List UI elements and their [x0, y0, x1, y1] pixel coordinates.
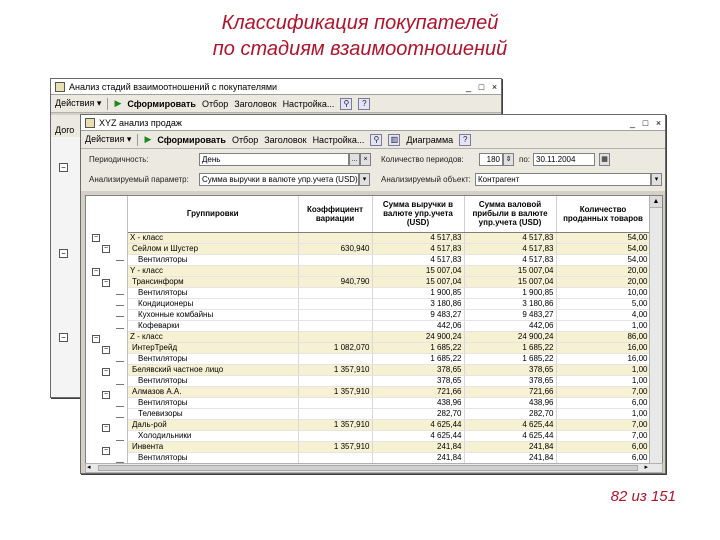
row-coefficient-cell [298, 287, 372, 298]
row-quantity-cell: 7,00 [556, 430, 650, 441]
object-field[interactable]: Контрагент [475, 173, 651, 186]
table-row[interactable] [128, 287, 650, 298]
slide-title [0, 10, 720, 62]
row-revenue-cell: 241,84 [372, 441, 464, 452]
row-quantity-cell: 16,00 [556, 342, 650, 353]
row-grouping-cell: Вентиляторы [128, 397, 298, 408]
table-row[interactable] [128, 265, 650, 276]
row-profit-cell: 241,84 [464, 452, 556, 463]
table-row[interactable] [128, 254, 650, 265]
param-dropdown-icon[interactable]: ▾ [359, 173, 370, 186]
object-dropdown-icon[interactable]: ▾ [651, 173, 662, 186]
row-grouping-cell: Y - класс [128, 265, 298, 276]
page-number: 82 из 151 [610, 488, 676, 505]
row-quantity-cell: 10,00 [556, 287, 650, 298]
tree-connector [116, 328, 124, 329]
row-grouping-cell: X - класс [128, 232, 298, 243]
grid-tree-column [86, 196, 128, 464]
tree-connector [116, 260, 124, 261]
filter-icon[interactable]: ⚲ [370, 134, 382, 146]
col-header-grouping[interactable]: Группировки [128, 196, 298, 232]
back-header-button[interactable]: Заголовок [234, 98, 277, 109]
param-field[interactable]: Сумма выручки в валюте упр.учета (USD) [199, 173, 359, 186]
row-revenue-cell: 438,96 [372, 397, 464, 408]
row-coefficient-cell [298, 375, 372, 386]
scroll-right-icon[interactable]: ▸ [644, 464, 648, 471]
row-coefficient-cell: 1 357,910 [298, 441, 372, 452]
row-profit-cell: 1 900,85 [464, 287, 556, 298]
row-grouping-cell: Z - класс [128, 331, 298, 342]
table-row[interactable] [128, 320, 650, 331]
row-quantity-cell: 20,00 [556, 265, 650, 276]
table-row[interactable] [128, 309, 650, 320]
close-icon[interactable]: × [491, 81, 498, 92]
tree-collapse-icon[interactable]: − [93, 234, 99, 241]
row-quantity-cell: 6,00 [556, 397, 650, 408]
row-coefficient-cell: 1 082,070 [298, 342, 372, 353]
col-header-quantity[interactable]: Количество проданных товаров [556, 196, 650, 232]
row-profit-cell: 442,06 [464, 320, 556, 331]
period-select-button[interactable]: … [349, 153, 360, 166]
date-field[interactable]: 30.11.2004 [533, 153, 595, 166]
tree-connector [116, 440, 124, 441]
row-coefficient-cell [298, 254, 372, 265]
back-toolbar [51, 95, 501, 113]
calendar-icon[interactable]: ▦ [599, 153, 610, 166]
tree-collapse-icon[interactable]: − [103, 368, 109, 376]
row-revenue-cell: 241,84 [372, 452, 464, 463]
row-revenue-cell: 1 685,22 [372, 353, 464, 364]
row-revenue-cell: 9 483,27 [372, 309, 464, 320]
to-label: по: [519, 155, 531, 164]
row-grouping-cell: Алмазов А.А. [128, 386, 298, 397]
maximize-icon[interactable]: □ [642, 117, 649, 128]
row-profit-cell: 438,96 [464, 397, 556, 408]
back-settings-button[interactable]: Настройка... [282, 98, 335, 109]
front-window-title: XYZ анализ продаж [99, 117, 182, 128]
report-parameters [81, 149, 665, 191]
row-profit-cell: 4 517,83 [464, 232, 556, 243]
table-row[interactable] [128, 452, 650, 463]
tree-connector [116, 384, 124, 385]
row-profit-cell: 15 007,04 [464, 276, 556, 287]
generate-button[interactable]: Сформировать [157, 134, 226, 145]
minimize-icon[interactable]: _ [465, 81, 471, 92]
row-profit-cell: 9 483,27 [464, 309, 556, 320]
table-row[interactable] [128, 375, 650, 386]
vertical-scrollbar[interactable] [649, 196, 662, 464]
count-field[interactable]: 180 [479, 153, 503, 166]
row-coefficient-cell [298, 265, 372, 276]
row-revenue-cell: 15 007,04 [372, 265, 464, 276]
row-profit-cell: 721,66 [464, 386, 556, 397]
row-quantity-cell: 1,00 [556, 364, 650, 375]
front-toolbar [81, 131, 665, 149]
row-revenue-cell: 721,66 [372, 386, 464, 397]
tree-collapse-icon[interactable]: − [59, 333, 68, 342]
row-grouping-cell: Трансинформ [128, 276, 298, 287]
row-coefficient-cell [298, 397, 372, 408]
row-grouping-cell: ИнтерТрейд [128, 342, 298, 353]
table-row[interactable] [128, 419, 650, 430]
row-grouping-cell: Вентиляторы [128, 287, 298, 298]
row-coefficient-cell [298, 331, 372, 342]
row-quantity-cell: 1,00 [556, 408, 650, 419]
tree-connector [116, 361, 124, 362]
row-grouping-cell: Телевизоры [128, 408, 298, 419]
row-revenue-cell: 4 625,44 [372, 430, 464, 441]
row-quantity-cell: 54,00 [556, 232, 650, 243]
row-revenue-cell: 1 685,22 [372, 342, 464, 353]
count-stepper[interactable]: ⇕ [503, 153, 514, 166]
back-tree-column [51, 137, 81, 397]
row-coefficient-cell [298, 430, 372, 441]
close-icon[interactable]: × [655, 117, 662, 128]
row-grouping-cell: Белявский частное лицо [128, 364, 298, 375]
front-window-titlebar[interactable] [81, 115, 665, 131]
row-grouping-cell: Кофеварки [128, 320, 298, 331]
table-row[interactable] [128, 397, 650, 408]
back-window-titlebar[interactable] [51, 79, 501, 95]
row-grouping-cell: Кондиционеры [128, 298, 298, 309]
tree-collapse-icon[interactable]: − [103, 346, 109, 353]
row-profit-cell: 4 517,83 [464, 254, 556, 265]
row-profit-cell: 4 625,44 [464, 419, 556, 430]
back-window-title: Анализ стадий взаимоотношений с покупателями [69, 81, 278, 92]
period-clear-button[interactable]: × [360, 153, 371, 166]
row-profit-cell: 1 685,22 [464, 342, 556, 353]
row-grouping-cell: Инвента [128, 441, 298, 452]
row-profit-cell: 282,70 [464, 408, 556, 419]
row-quantity-cell: 7,00 [556, 419, 650, 430]
table-row[interactable] [128, 232, 650, 243]
table-row[interactable] [128, 276, 650, 287]
row-coefficient-cell [298, 320, 372, 331]
tree-collapse-icon[interactable]: − [103, 424, 109, 432]
minimize-icon[interactable]: _ [629, 117, 635, 128]
table-row[interactable] [128, 243, 650, 254]
scroll-up-icon[interactable]: ▲ [650, 196, 662, 208]
row-quantity-cell: 4,00 [556, 309, 650, 320]
row-revenue-cell: 15 007,04 [372, 276, 464, 287]
xyz-analysis-window[interactable] [80, 114, 666, 474]
row-coefficient-cell [298, 452, 372, 463]
slide-title-line1: Классификация покупателей [221, 12, 499, 34]
row-quantity-cell: 6,00 [556, 441, 650, 452]
table-row[interactable] [128, 430, 650, 441]
row-grouping-cell: Холодильники [128, 430, 298, 441]
tree-collapse-icon[interactable]: − [103, 245, 109, 253]
help-icon[interactable]: ? [459, 134, 471, 146]
row-profit-cell: 24 900,24 [464, 331, 556, 342]
tree-connector [116, 305, 124, 306]
object-label: Анализируемый объект: [381, 175, 471, 184]
header-button[interactable]: Заголовок [264, 134, 307, 145]
row-coefficient-cell [298, 353, 372, 364]
row-coefficient-cell [298, 408, 372, 419]
row-coefficient-cell: 1 357,910 [298, 386, 372, 397]
table-row[interactable] [128, 408, 650, 419]
row-profit-cell: 241,84 [464, 441, 556, 452]
report-grid[interactable] [85, 195, 663, 465]
table-header-row [128, 196, 650, 232]
col-header-revenue[interactable]: Сумма выручки в валюте упр.учета (USD) [372, 196, 464, 232]
row-quantity-cell: 16,00 [556, 353, 650, 364]
filter-button[interactable]: Отбор [231, 134, 259, 145]
back-contract-label: Дого [55, 125, 75, 135]
row-profit-cell: 4 625,44 [464, 430, 556, 441]
row-profit-cell: 1 685,22 [464, 353, 556, 364]
tree-collapse-icon[interactable]: − [59, 163, 68, 172]
row-revenue-cell: 282,70 [372, 408, 464, 419]
play-icon: ▶ [144, 134, 152, 144]
tree-connector [116, 417, 124, 418]
col-header-coefficient[interactable]: Коэффициент вариации [298, 196, 372, 232]
table-row[interactable] [128, 298, 650, 309]
row-grouping-cell: Вентиляторы [128, 375, 298, 386]
tree-collapse-icon[interactable]: − [93, 267, 99, 275]
scroll-thumb[interactable] [98, 465, 638, 471]
row-quantity-cell: 1,00 [556, 320, 650, 331]
row-grouping-cell: Сейлом и Шустер [128, 243, 298, 254]
row-revenue-cell: 24 900,24 [372, 331, 464, 342]
tree-collapse-icon[interactable]: − [103, 446, 109, 454]
row-quantity-cell: 20,00 [556, 276, 650, 287]
table-row[interactable] [128, 364, 650, 375]
row-revenue-cell: 378,65 [372, 375, 464, 386]
window-icon [85, 118, 95, 128]
play-icon: ▶ [114, 98, 122, 108]
row-coefficient-cell [298, 309, 372, 320]
row-revenue-cell: 1 900,85 [372, 287, 464, 298]
scroll-left-icon[interactable]: ◂ [87, 464, 91, 471]
tree-connector [116, 294, 124, 295]
period-label: Периодичность: [89, 155, 149, 164]
row-quantity-cell: 5,00 [556, 298, 650, 309]
row-profit-cell: 378,65 [464, 375, 556, 386]
tree-collapse-icon[interactable]: − [93, 334, 99, 342]
tree-collapse-icon[interactable]: − [59, 249, 68, 258]
row-profit-cell: 15 007,04 [464, 265, 556, 276]
back-generate-button[interactable]: Сформировать [127, 98, 196, 109]
col-header-profit[interactable]: Сумма валовой прибыли в валюте упр.учета (USD) [464, 196, 556, 232]
row-profit-cell: 4 517,83 [464, 243, 556, 254]
row-grouping-cell: Кухонные комбайны [128, 309, 298, 320]
report-table [128, 196, 651, 464]
row-revenue-cell: 4 517,83 [372, 254, 464, 265]
table-row[interactable] [128, 386, 650, 397]
row-coefficient-cell: 940,790 [298, 276, 372, 287]
row-profit-cell: 3 180,86 [464, 298, 556, 309]
row-coefficient-cell [298, 298, 372, 309]
back-actions-menu[interactable]: Действия ▾ [55, 98, 102, 108]
chart-button[interactable]: Диаграмма [406, 134, 454, 145]
period-field[interactable]: День [199, 153, 349, 166]
row-quantity-cell: 54,00 [556, 243, 650, 254]
table-row[interactable] [128, 331, 650, 342]
row-revenue-cell: 378,65 [372, 364, 464, 375]
row-quantity-cell: 54,00 [556, 254, 650, 265]
tree-connector [116, 406, 124, 407]
count-label: Количество периодов: [381, 155, 464, 164]
row-grouping-cell: Вентиляторы [128, 254, 298, 265]
row-coefficient-cell: 630,940 [298, 243, 372, 254]
row-revenue-cell: 3 180,86 [372, 298, 464, 309]
row-revenue-cell: 4 517,83 [372, 232, 464, 243]
row-coefficient-cell: 1 357,910 [298, 364, 372, 375]
table-row[interactable] [128, 441, 650, 452]
horizontal-scrollbar[interactable] [85, 463, 663, 473]
row-grouping-cell: Даль-рой [128, 419, 298, 430]
row-grouping-cell: Вентиляторы [128, 353, 298, 364]
row-coefficient-cell [298, 232, 372, 243]
param-label: Анализируемый параметр: [89, 175, 189, 184]
row-revenue-cell: 4 517,83 [372, 243, 464, 254]
help-icon[interactable]: ? [358, 98, 370, 110]
tree-collapse-icon[interactable]: − [103, 278, 109, 286]
tree-connector [116, 316, 124, 317]
row-quantity-cell: 1,00 [556, 375, 650, 386]
row-quantity-cell: 7,00 [556, 386, 650, 397]
actions-menu[interactable]: Действия ▾ [85, 134, 132, 144]
row-quantity-cell: 86,00 [556, 331, 650, 342]
maximize-icon[interactable]: □ [478, 81, 485, 92]
row-grouping-cell: Вентиляторы [128, 452, 298, 463]
window-icon [55, 82, 65, 92]
slide-title-line2: по стадиям взаимоотношений [212, 38, 508, 60]
filter-icon[interactable]: ⚲ [340, 98, 352, 110]
row-quantity-cell: 6,00 [556, 452, 650, 463]
back-filter-button[interactable]: Отбор [201, 98, 229, 109]
row-revenue-cell: 442,06 [372, 320, 464, 331]
row-profit-cell: 378,65 [464, 364, 556, 375]
table-row[interactable] [128, 353, 650, 364]
table-row[interactable] [128, 342, 650, 353]
tree-collapse-icon[interactable]: − [103, 390, 109, 398]
row-revenue-cell: 4 625,44 [372, 419, 464, 430]
row-coefficient-cell: 1 357,910 [298, 419, 372, 430]
chart-icon[interactable]: ▥ [388, 134, 400, 146]
settings-button[interactable]: Настройка... [312, 134, 365, 145]
